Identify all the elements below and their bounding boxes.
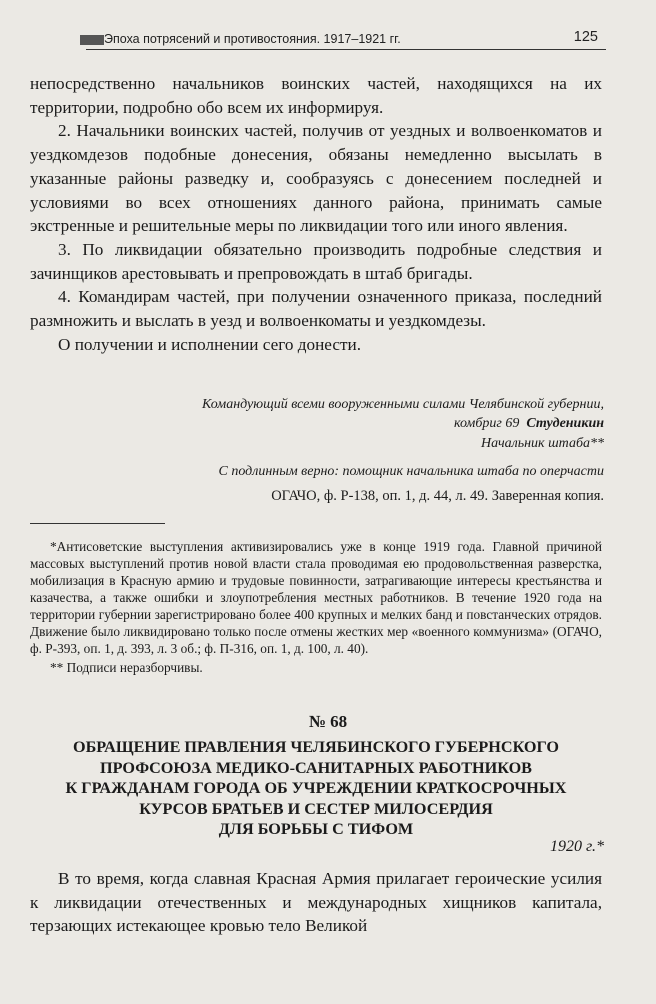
title-line: К ГРАЖДАНАМ ГОРОДА ОБ УЧРЕЖДЕНИИ КРАТКОСРОЧНЫХ <box>65 779 567 798</box>
running-header <box>86 29 606 50</box>
document-title <box>30 737 602 840</box>
paragraph: 3. По ликвидации обязательно производить подробные следствия и зачинщиков арестовывать и препровождать в штаб бригады. <box>30 239 602 283</box>
document-date: 1920 г.* <box>549 838 604 855</box>
chief-of-staff-signature: Начальник штаба** <box>481 436 604 451</box>
paragraph: О получении и исполнении сего донести. <box>58 334 361 354</box>
document-number: № 68 <box>308 712 348 731</box>
commander-name: Студеникин <box>526 416 604 431</box>
title-line: ДЛЯ БОРЬБЫ С ТИФОМ <box>218 820 414 839</box>
footnote-2: ** Подписи неразборчивы. <box>50 660 203 675</box>
footnote-divider <box>30 523 165 524</box>
title-line: КУРСОВ БРАТЬЕВ И СЕСТЕР МИЛОСЕРДИЯ <box>139 799 493 818</box>
footnote-1: *Антисоветские выступления активизировались уже в конце 1919 года. Главной причиной массовых выступлений против новой власти стала проводимая ею продовольственная разверстка, мобилизация в Красную армию и трудовые повинности, затрагивающие интересы крестьянства и казачества, а также ошибки и злоупотребления местных работников. В течение 1920 года на территории губернии зарегистрировано более 400 крупных и мелких банд и повстанческих отрядов. Движение было ликвидировано только после отмены жестких мер «военного коммунизма» (ОГАЧО, ф. Р-393, оп. 1, д. 393, л. 3 об.; ф. П-316, оп. 1, д. 100, л. 40). <box>30 539 602 656</box>
paragraph: В то время, когда славная Красная Армия прилагает героические усилия к ликвидации отечественных и международных хищников капитала, терзающих истекающее кровью тело Великой <box>30 869 602 936</box>
commander-rank: комбриг 69 <box>453 416 520 431</box>
commander-signature-line1: Командующий всеми вооруженными силами Челябинской губернии, <box>202 397 604 412</box>
title-line: ПРОФСОЮЗА МЕДИКО-САНИТАРНЫХ РАБОТНИКОВ <box>100 758 532 777</box>
paragraph: 4. Командирам частей, при получении означенного приказа, последний размножить и выслать в уезд и волвоенкоматы и уездкомдезы. <box>30 287 602 331</box>
footnotes <box>30 538 602 676</box>
certified-copy-line: С подлинным верно: помощник начальника штаба по оперчасти <box>218 464 604 479</box>
main-text <box>30 72 602 356</box>
document-body <box>30 867 602 938</box>
paragraph: 2. Начальники воинских частей, получив от уездных и волвоенкоматов и уездкомдезов подобные донесения, обязаны немедленно высылать в указанные районы разведку и, сообразуясь с донесением последней и условиями во всех отношениях данного района, принимать самые экстренные и решительные меры по ликвидации того или иного явления. <box>30 121 602 236</box>
paragraph: непосредственно начальников воинских частей, находящихся на их территории, подробно обо всем их информируя. <box>30 74 602 117</box>
running-title: Эпоха потрясений и противостояния. 1917–1921 гг. <box>104 32 401 46</box>
title-line: ОБРАЩЕНИЕ ПРАВЛЕНИЯ ЧЕЛЯБИНСКОГО ГУБЕРНСКОГО <box>73 738 559 756</box>
archive-reference: ОГАЧО, ф. Р-138, оп. 1, д. 44, л. 49. Заверенная копия. <box>271 488 604 504</box>
header-marker <box>80 35 104 45</box>
page-number: 125 <box>573 29 598 45</box>
commander-signature-line2 <box>454 414 604 433</box>
